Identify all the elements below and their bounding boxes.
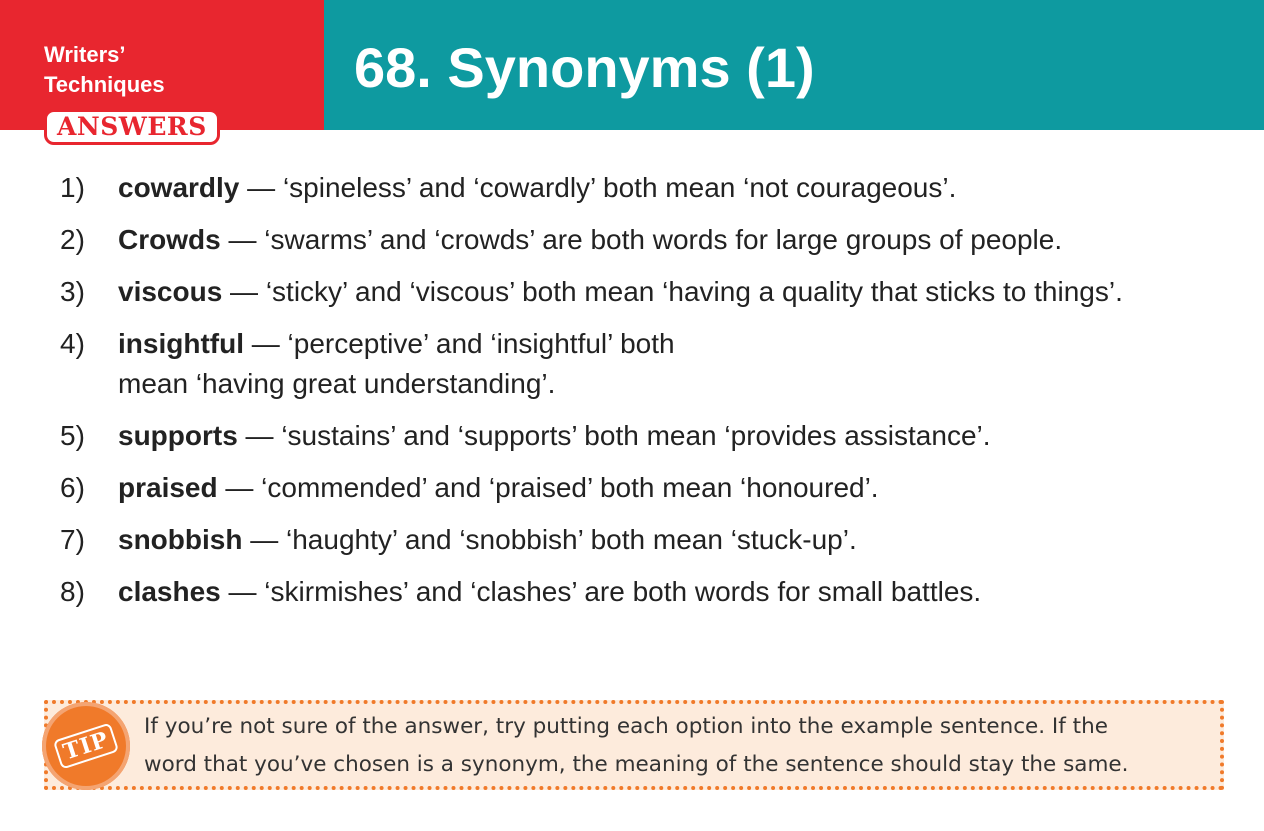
answer-explanation: — ‘skirmishes’ and ‘clashes’ are both words for small battles. <box>220 576 982 607</box>
answer-number: 6) <box>60 472 85 503</box>
answer-number: 2) <box>60 224 85 255</box>
answer-list <box>60 168 1250 624</box>
answer-item <box>60 520 1250 560</box>
answer-explanation: — ‘sticky’ and ‘viscous’ both mean ‘having a quality that sticks to things’. <box>222 276 1123 307</box>
answer-explanation: — ‘swarms’ and ‘crowds’ are both words for large groups of people. <box>220 224 1063 255</box>
title-banner <box>324 0 1264 130</box>
page-title: 68. Synonyms (1) <box>354 36 815 99</box>
answer-word: praised <box>118 472 218 503</box>
answer-item <box>60 324 1250 404</box>
answer-number: 8) <box>60 576 85 607</box>
answer-word: cowardly <box>118 172 240 203</box>
answer-explanation-continued: mean ‘having great understanding’. <box>118 368 556 399</box>
answer-word: viscous <box>118 276 223 307</box>
tip-badge-label: TIP <box>53 722 120 769</box>
answer-number: 5) <box>60 420 85 451</box>
section-label: Writers’ Techniques <box>44 42 165 97</box>
answer-word: snobbish <box>118 524 243 555</box>
answer-word: supports <box>118 420 238 451</box>
answer-item <box>60 220 1250 260</box>
answer-explanation: — ‘haughty’ and ‘snobbish’ both mean ‘stuck-up’. <box>242 524 857 555</box>
answer-word: Crowds <box>118 224 221 255</box>
answer-item <box>60 168 1250 208</box>
answer-explanation: — ‘commended’ and ‘praised’ both mean ‘honoured’. <box>217 472 879 503</box>
answer-item <box>60 272 1250 312</box>
tip-text: If you’re not sure of the answer, try putting each option into the example sentence. If the word that you’ve chosen is a synonym, the meaning of the sentence should stay the same. <box>144 714 1129 777</box>
answer-word: insightful <box>118 328 244 359</box>
answers-badge: ANSWERS <box>44 109 220 145</box>
answer-item <box>60 416 1250 456</box>
answer-number: 7) <box>60 524 85 555</box>
answer-item <box>60 468 1250 508</box>
answer-number: 4) <box>60 328 85 359</box>
answer-word: clashes <box>118 576 221 607</box>
answer-explanation: — ‘perceptive’ and ‘insightful’ both <box>243 328 675 359</box>
answer-explanation: — ‘sustains’ and ‘supports’ both mean ‘provides assistance’. <box>237 420 991 451</box>
answer-item <box>60 572 1250 612</box>
answer-explanation: — ‘spineless’ and ‘cowardly’ both mean ‘not courageous’. <box>239 172 957 203</box>
tip-badge-icon <box>42 702 130 790</box>
answer-number: 1) <box>60 172 85 203</box>
answer-number: 3) <box>60 276 85 307</box>
